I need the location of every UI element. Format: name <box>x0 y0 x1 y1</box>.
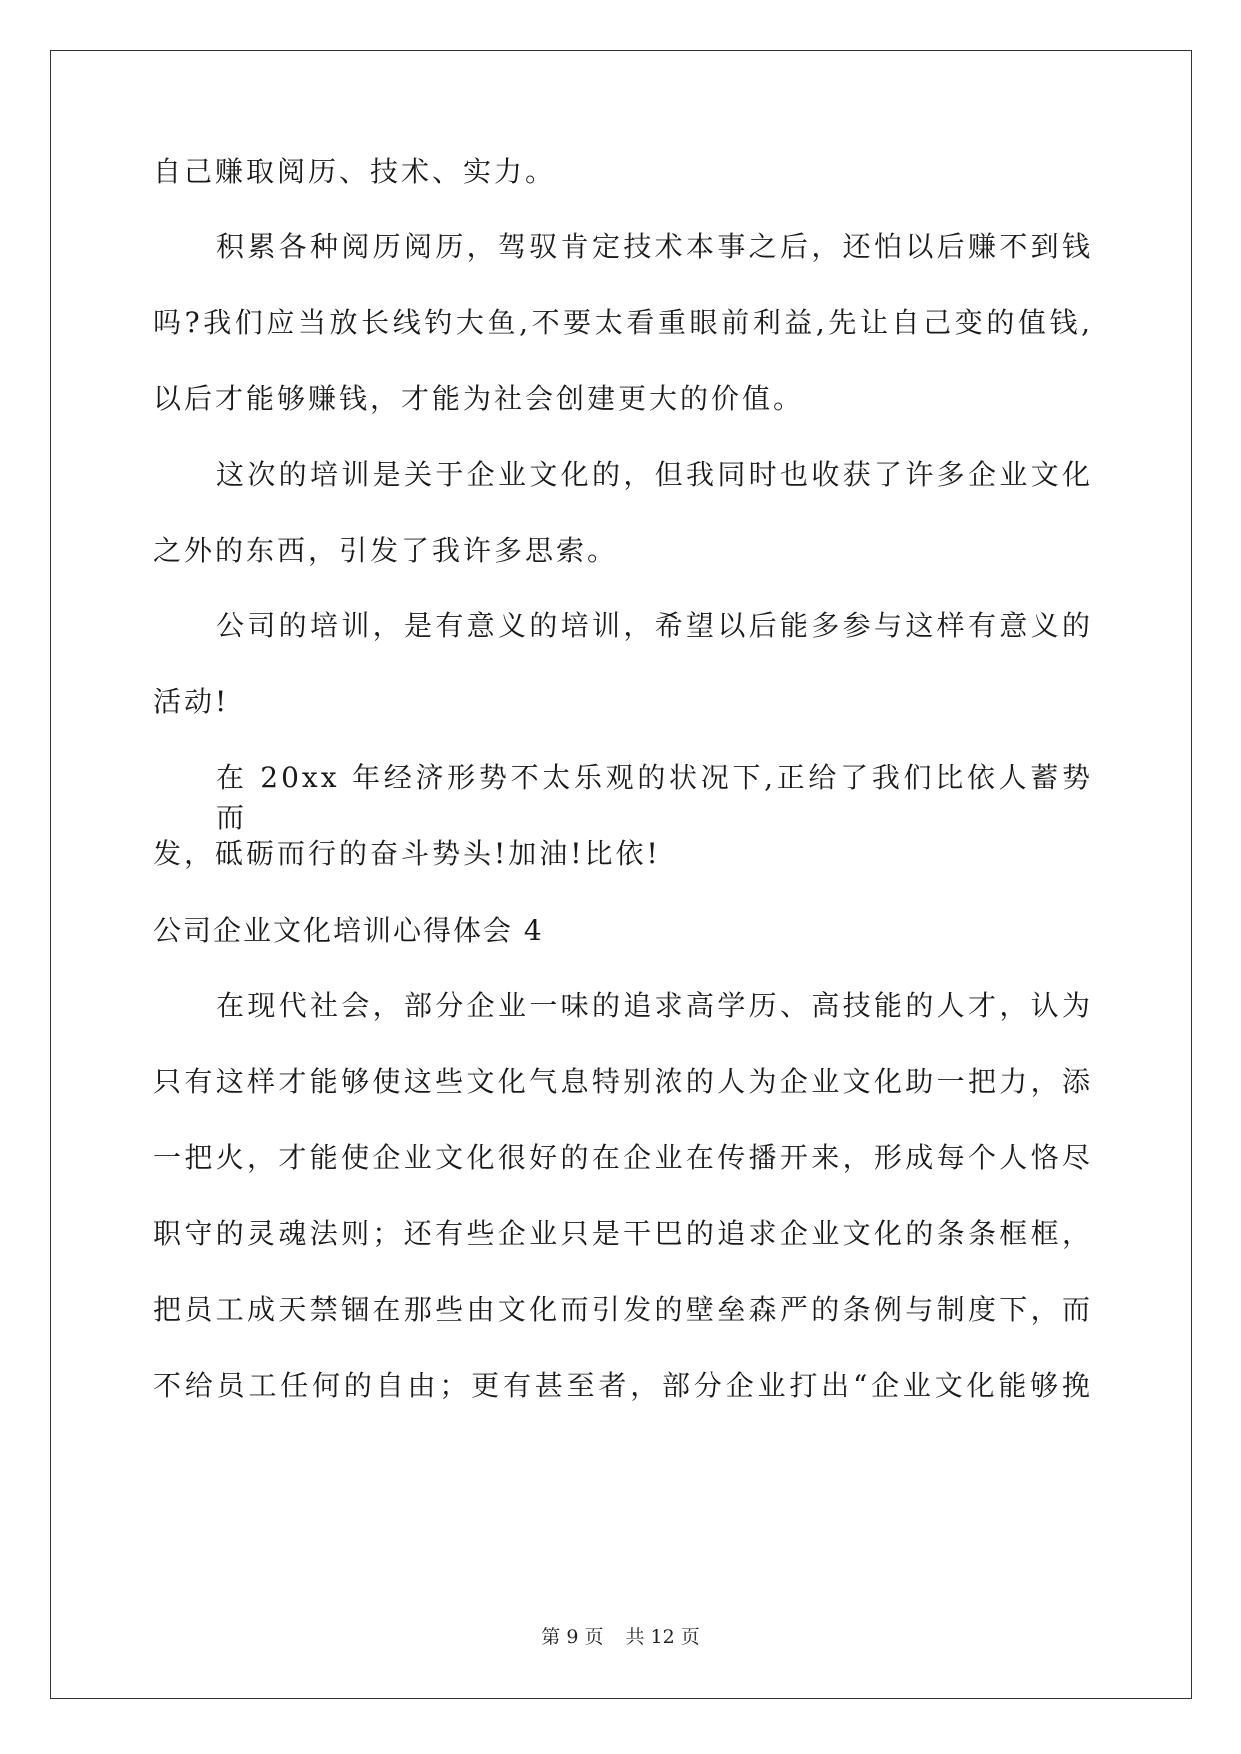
text-line: 吗?我们应当放长线钓大鱼,不要太看重眼前利益,先让自己变的值钱, <box>153 306 1093 339</box>
page-border <box>50 50 1192 1699</box>
page-footer <box>0 1624 1241 1650</box>
page-total: 共 12 页 <box>625 1626 700 1648</box>
text-line: 发，砥砺而行的奋斗势头!加油!比依! <box>153 837 661 870</box>
text-line: 把员工成天禁锢在那些由文化而引发的壁垒森严的条例与制度下，而 <box>153 1293 1093 1326</box>
section-heading: 公司企业文化培训心得体会 4 <box>153 914 544 947</box>
text-line: 一把火，才能使企业文化很好的在企业在传播开来，形成每个人恪尽 <box>153 1141 1093 1174</box>
text-line: 在 20xx 年经济形势不太乐观的状况下,正给了我们比依人蓄势而 <box>216 761 1093 834</box>
text-line: 积累各种阅历阅历，驾驭肯定技术本事之后，还怕以后赚不到钱 <box>216 230 1093 263</box>
text-line: 在现代社会，部分企业一味的追求高学历、高技能的人才，认为 <box>216 989 1093 1022</box>
text-line: 不给员工任何的自由；更有甚至者，部分企业打出“企业文化能够挽 <box>153 1369 1093 1402</box>
text-line: 职守的灵魂法则；还有些企业只是干巴的追求企业文化的条条框框， <box>153 1217 1093 1250</box>
text-line: 公司的培训，是有意义的培训，希望以后能多参与这样有意义的 <box>216 609 1093 642</box>
text-line: 自己赚取阅历、技术、实力。 <box>153 155 557 188</box>
text-line: 之外的东西，引发了我许多思索。 <box>153 534 619 567</box>
text-line: 这次的培训是关于企业文化的，但我同时也收获了许多企业文化 <box>216 458 1093 491</box>
text-line: 只有这样才能够使这些文化气息特别浓的人为企业文化助一把力，添 <box>153 1065 1093 1098</box>
text-line: 活动! <box>153 685 230 718</box>
text-line: 以后才能够赚钱，才能为社会创建更大的价值。 <box>153 382 805 415</box>
page-number: 第 9 页 <box>541 1626 604 1648</box>
